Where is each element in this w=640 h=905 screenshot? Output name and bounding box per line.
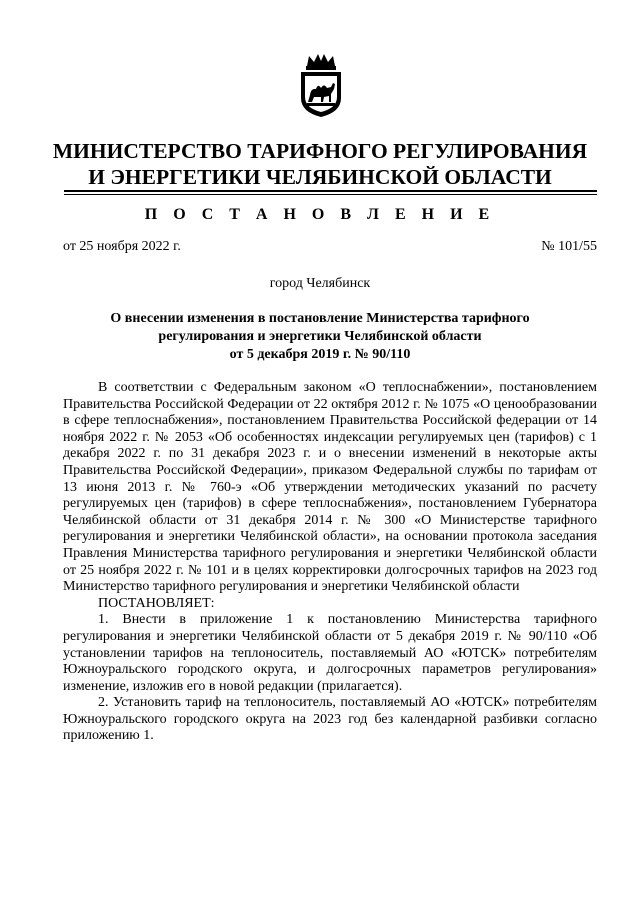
- chelyabinsk-crest-icon: [298, 52, 344, 118]
- date-number-line: [63, 238, 597, 256]
- document-title: [100, 310, 540, 364]
- resolves-paragraph: ПОСТАНОВЛЯЕТ:: [98, 595, 215, 611]
- document-title-line3: от 5 декабря 2019 г. № 90/110: [229, 347, 411, 362]
- item-2-paragraph: 2. Установить тариф на теплоноситель, поставляемый АО «ЮТСК» потребителям Южноуральского городского округа на 2023 год без календарной разбивки согласно приложению 1.: [63, 695, 597, 744]
- document-type: П О С Т А Н О В Л Е Н И Е: [144, 206, 496, 223]
- document-city: город Челябинск: [269, 276, 371, 291]
- document-body: [63, 380, 597, 745]
- document-number: № 101/55: [541, 239, 597, 254]
- ministry-name-line2: И ЭНЕРГЕТИКИ ЧЕЛЯБИНСКОЙ ОБЛАСТИ: [88, 165, 552, 189]
- document-title-line2: регулирования и энергетики Челябинской области: [158, 329, 482, 344]
- ministry-name-line1: МИНИСТЕРСТВО ТАРИФНОГО РЕГУЛИРОВАНИЯ: [52, 139, 588, 163]
- document-date: от 25 ноября 2022 г.: [63, 239, 181, 254]
- item-1-paragraph: 1. Внести в приложение 1 к постановлению Министерства тарифного регулирования и энергетики Челябинской области от 5 декабря 2019 г. № 90/110 «Об установлении тарифов на теплоноситель, поставляемый АО «ЮТСК» потребителям Южноуральского городского округа, и долгосрочных параметров регулирования» изменение, изложив его в новой редакции (прилагается).: [63, 612, 597, 694]
- header-rule-thick: [64, 190, 597, 192]
- document-title-line1: О внесении изменения в постановление Министерства тарифного: [110, 311, 530, 326]
- header-rule-thin: [64, 194, 597, 195]
- ministry-name: [0, 138, 640, 190]
- preamble-paragraph: В соответствии с Федеральным законом «О теплоснабжении», постановлением Правительства Российской Федерации от 22 октября 2012 г. № 1075 «О ценообразовании в сфере теплоснабжения», постановлением Правительства Российской федерации от 14 ноября 2022 г. № 2053 «Об особенностях индексации регулируемых цен (тарифов) с 1 декабря 2022 г. по 31 декабря 2023 г. и о внесении изменений в некоторые акты Правительства Российской Федерации», приказом Федеральной службы по тарифам от 13 июня 2013 г. № 760-э «Об утверждении методических указаний по расчету регулируемых цен (тарифов) в сфере теплоснабжения», постановлением Губернатора Челябинской области от 31 декабря 2014 г. № 300 «О Министерстве тарифного регулирования и энергетики Челябинской области», на основании протокола заседания Правления Министерства тарифного регулирования и энергетики Челябинской области от 25 ноября 2022 г. № 101 и в целях корректировки долгосрочных тарифов на 2023 год Министерство тарифного регулирования и энергетики Челябинской области: [63, 380, 597, 595]
